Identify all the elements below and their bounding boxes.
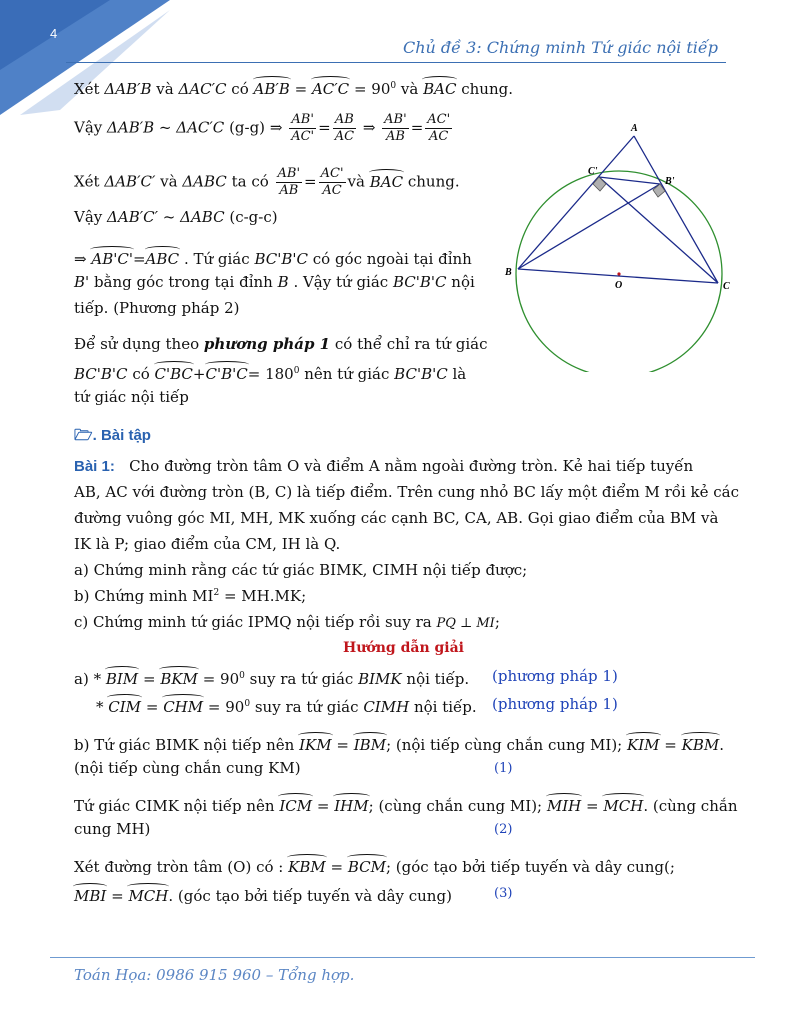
- text-line: BC'B'C có $C'BC+C'B'C= 180^0$ nên tứ giác BC'B'C là: [74, 362, 466, 383]
- angle: BAC: [370, 170, 403, 191]
- exercise-item: b) Chứng minh $MI^2 = MH.MK$;: [74, 587, 307, 605]
- solution-line: Tứ giác CIMK nội tiếp nên ICM = IHM; (cùng chắn cung MI); MIH = MCH. (cùng chắn: [74, 794, 737, 815]
- point-o: [617, 272, 620, 275]
- angle: KIM: [627, 733, 660, 754]
- angle: MCH: [128, 884, 168, 905]
- text-line: ⇒ AB'C'=ABC . Tứ giác BC'B'C có góc ngoài tại đỉnh: [74, 247, 472, 268]
- angle: IKM: [299, 733, 332, 754]
- solution-line: Xét đường tròn tâm (O) có : KBM = BCM; (góc tạo bởi tiếp tuyến và dây cung(;: [74, 855, 675, 876]
- angle: ICM: [279, 794, 312, 815]
- text-line: Xét ΔAB′C′ và ΔABC ta có $\frac{AB'}{AB}$ = $\frac{AC'}{AC}$ và BAC chung.: [74, 166, 460, 198]
- segment-ab: [518, 136, 634, 269]
- exercise-item: c) Chứng minh tứ giác IPMQ nội tiếp rồi suy ra PQ ⊥ MI;: [74, 613, 500, 631]
- label-c-prime: C': [588, 166, 598, 177]
- corner-decoration: [0, 0, 180, 120]
- angle: KBM: [288, 855, 326, 876]
- text-line: Xét ΔAB′B và ΔAC′C có $AB'B = AC'C = 90^0$ và BAC chung.: [74, 77, 513, 98]
- angle: C'BC: [155, 362, 193, 383]
- angle: AC′C: [312, 77, 349, 98]
- text-line: Vậy ΔAB′B ~ ΔAC′C (g-g) ⇒ $\frac{AB'}{AC'}$ = $\frac{AB}{AC}$ ⇒ $\frac{AB'}{AB}$ = $\frac{AC'}{AC}$: [74, 112, 451, 144]
- solution-line: a) * BIM = BKM = $90^0$ suy ra tứ giác BIMK nội tiếp.: [74, 667, 469, 688]
- angle: BKM: [160, 667, 198, 688]
- exercise-line: AB, AC với đường tròn (B, C) là tiếp điểm. Trên cung nhỏ BC lấy một điểm M rồi kẻ các: [74, 483, 740, 501]
- right-angle-mark-c: [593, 177, 606, 191]
- angle: IHM: [334, 794, 368, 815]
- exercise-line: IK là P; giao điểm của CM, IH là Q.: [74, 535, 341, 553]
- fraction: $\frac{AB'}{AB}$: [277, 166, 301, 198]
- label-a: A: [631, 123, 638, 134]
- text-line: Vậy ΔAB′C′ ~ ΔABC (c-g-c): [74, 208, 278, 226]
- solution-line: cung MH): [74, 820, 151, 838]
- solution-line: * CIM = CHM = $90^0$ suy ra tứ giác CIMH nội tiếp.: [96, 695, 477, 716]
- solution-line: MBI = MCH. (góc tạo bởi tiếp tuyến và dây cung): [74, 884, 452, 905]
- footer-text: Toán Họa: 0986 915 960 – Tổng hợp.: [74, 966, 355, 984]
- solution-line: (nội tiếp cùng chắn cung KM): [74, 759, 301, 777]
- angle: AB′B: [254, 77, 290, 98]
- fraction: $\frac{AC'}{AC}$: [320, 166, 344, 198]
- angle: BCM: [348, 855, 386, 876]
- method-note: (phương pháp 1): [492, 667, 618, 685]
- solution-title: Hướng dẫn giải: [343, 640, 464, 656]
- fraction: $\frac{AB'}{AB}$: [384, 112, 407, 144]
- solution-line: b) Tứ giác BIMK nội tiếp nên IKM = IBM; (nội tiếp cùng chắn cung MI); KIM = KBM.: [74, 733, 724, 754]
- folder-icon: 🗁: [74, 427, 93, 444]
- fraction: $\frac{AC'}{AC}$: [427, 112, 451, 144]
- header-divider: [66, 62, 726, 63]
- label-b-prime: B': [665, 176, 675, 187]
- header-title: Chủ đề 3: Chứng minh Tứ giác nội tiếp: [402, 38, 718, 57]
- text-line: tiếp. (Phương pháp 2): [74, 299, 240, 317]
- angle: MIH: [547, 794, 581, 815]
- exercise-line: đường vuông góc MI, MH, MK xuống các cạnh BC, CA, AB. Gọi giao điểm của BM và: [74, 509, 719, 527]
- angle: BAC: [423, 77, 456, 98]
- page-number: 4: [50, 26, 58, 41]
- angle: MBI: [74, 884, 106, 905]
- equation-tag: (2): [494, 822, 513, 837]
- text-line: B' bằng góc trong tại đỉnh B . Vậy tứ giác BC'B'C nội: [74, 273, 475, 291]
- geometry-diagram: [502, 122, 742, 372]
- angle: AB'C': [91, 247, 133, 268]
- angle: IBM: [354, 733, 386, 754]
- angle: CIM: [108, 695, 141, 716]
- fraction: $\frac{AB'}{AC'}$: [291, 112, 315, 144]
- angle: BIM: [106, 667, 138, 688]
- angle: CHM: [163, 695, 203, 716]
- segment-cb: [599, 177, 660, 184]
- exercise-line: Bài 1: Cho đường tròn tâm O và điểm A nằm ngoài đường tròn. Kẻ hai tiếp tuyến: [74, 457, 694, 475]
- fraction: $\frac{AB}{AC}$: [334, 112, 355, 144]
- exercise-item: a) Chứng minh rằng các tứ giác BIMK, CIMH nội tiếp được;: [74, 561, 528, 579]
- angle: C'B'C: [206, 362, 248, 383]
- equation-tag: (3): [494, 886, 513, 901]
- label-c: C: [723, 281, 730, 292]
- section-heading: 🗁. Bài tập: [74, 427, 151, 444]
- segment-ac: [634, 136, 718, 283]
- text-line: Để sử dụng theo phương pháp 1 có thể chỉ ra tứ giác: [74, 335, 488, 353]
- text-line: tứ giác nội tiếp: [74, 388, 189, 406]
- angle: MCH: [603, 794, 643, 815]
- angle: ABC: [146, 247, 180, 268]
- label-o: O: [615, 280, 623, 291]
- segment-bb: [518, 184, 660, 269]
- label-b: B: [505, 267, 512, 278]
- footer-divider: [50, 957, 755, 958]
- angle: KBM: [682, 733, 720, 754]
- equation-tag: (1): [494, 761, 513, 776]
- method-note: (phương pháp 1): [492, 695, 618, 713]
